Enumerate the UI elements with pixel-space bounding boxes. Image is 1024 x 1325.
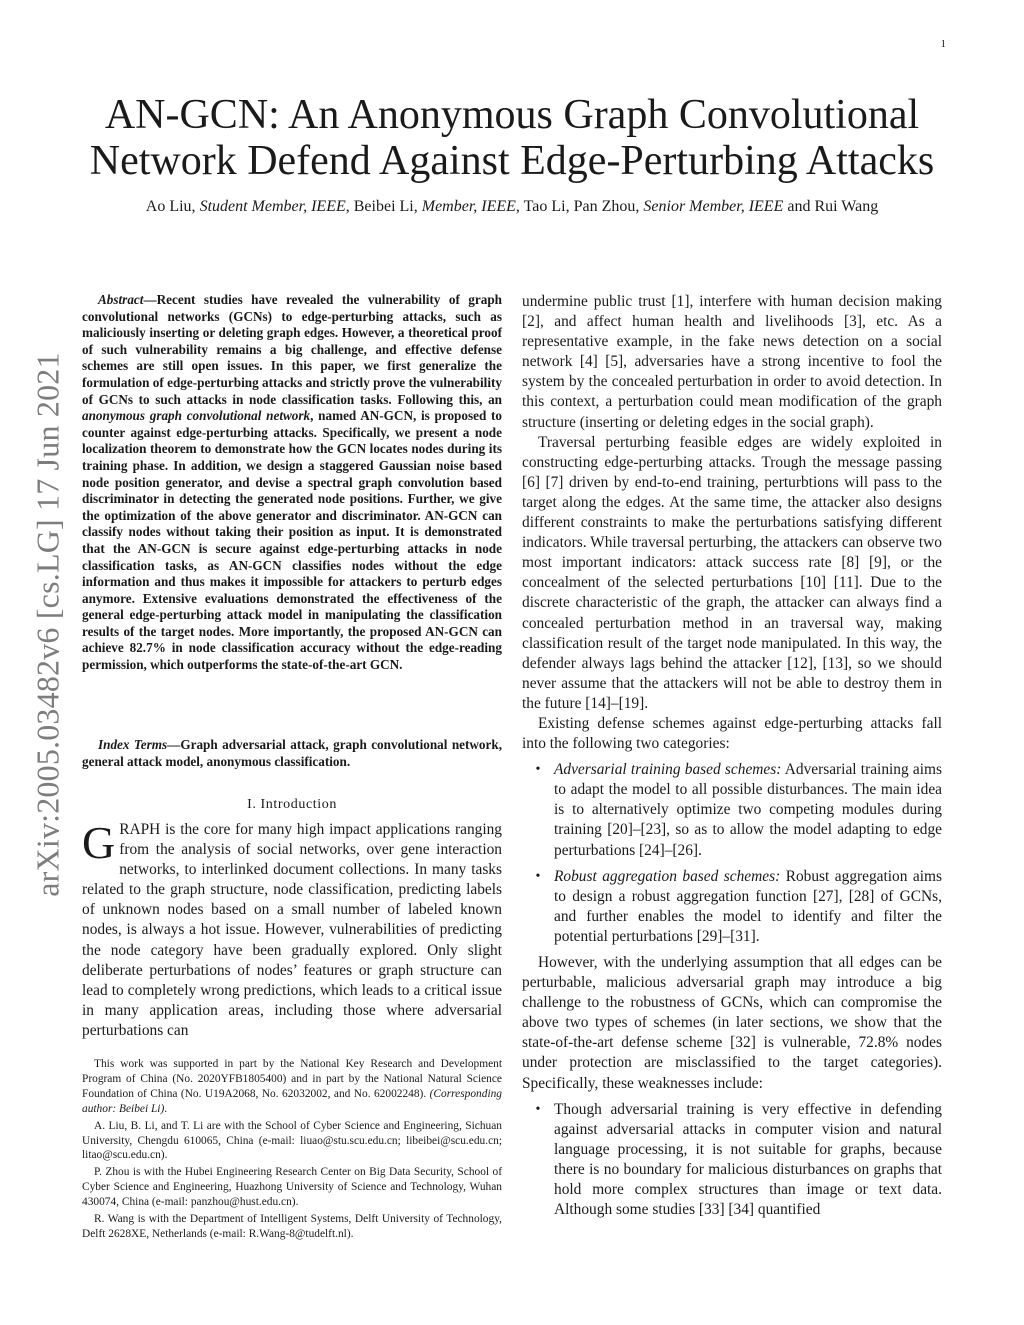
- bullet-lead: Robust aggregation based schemes:: [554, 867, 781, 885]
- footnotes: [82, 1057, 502, 1244]
- footnote-affiliation-scu: A. Liu, B. Li, and T. Li are with the School of Cyber Science and Engineering, Sichuan University, Chengdu 610065, China (e-mail: liuao@stu.scu.edu.cn; libeibei@scu.edu.cn; litao@scu.edu.cn).: [82, 1119, 502, 1162]
- bullet-item: [522, 1100, 942, 1221]
- bullet-body: Adversarial training aims to adapt the model to all possible disturbances. The main idea is to alternatively optimize two competing modules during training [20]–[23], so as to allow the model adapting to edge perturbations [24]–[26].: [554, 761, 942, 859]
- author-separator: ,: [515, 198, 524, 215]
- footnote-affiliation-hust: P. Zhou is with the Hubei Engineering Research Center on Big Data Security, School of Cyber Science and Engineering, Huazhong University of Science and Technology, Wuhan 430074, China (e-mail: panzhou@hust.edu.cn).: [82, 1166, 502, 1209]
- section-heading-introduction: I. Introduction: [247, 797, 337, 812]
- paragraph: Existing defense schemes against edge-perturbing attacks fall into the following two categories:: [522, 714, 942, 753]
- intro-paragraph: [82, 817, 502, 1041]
- abstract-body-part-1: Recent studies have revealed the vulnerability of graph convolutional networks (GCNs) to edge-perturbing attacks, such as maliciously inserting or deleting graph edges. However, a theoretical proof of such vulnerability remains a big challenge, and effective defense schemes are still open issues. In this paper, we first generalize the formulation of edge-perturbing attacks and strictly prove the vulnerability of GCNs to such attacks in node classification tasks. Following this, an: [82, 292, 502, 407]
- author-separator: and Rui Wang: [783, 198, 879, 215]
- author-role: Student Member, IEEE: [199, 198, 346, 215]
- arxiv-side-label: arXiv:2005.03482v6 [cs.LG] 17 Jun 2021: [29, 352, 66, 897]
- author-name: Tao Li, Pan Zhou,: [523, 198, 644, 215]
- paper-title: [0, 92, 1024, 184]
- corresponding-author: (Corresponding author: Beibei Li): [82, 1087, 502, 1115]
- introduction-text: [82, 817, 502, 1041]
- title-line-1: AN-GCN: An Anonymous Graph Convolutional: [104, 92, 920, 138]
- abstract-italic-term: anonymous graph convolutional network: [82, 408, 311, 424]
- intro-body: RAPH is the core for many high impact applications ranging from the analysis of social networks, over gene interaction networks, to interlinked document collections. In many tasks related to the graph structure, node classification, predicting labels of unknown nodes based on a small number of labeled known nodes, is always a hot issue. However, vulnerabilities of predicting the node category have been gradually explored. Only slight deliberate perturbations of nodes’ features or graph structure can lead to completely wrong predictions, which leads to a critical issue in many application areas, including those where adversarial perturbations can: [82, 821, 502, 1039]
- abstract-label: Abstract: [98, 292, 144, 307]
- bullet-marker: •: [535, 868, 541, 884]
- index-terms-dash: —: [167, 737, 181, 752]
- bullet-text: Though adversarial training is very effective in defending against adversarial attacks in computer vision and natural language processing, it is not suitable for graphs, because there is no boundary for malicious disturbances on graphs that hold more complex structures than image or text data. Although some studies [33] [34] quantified: [554, 1100, 942, 1219]
- right-column: [522, 292, 942, 1226]
- paragraph: However, with the underlying assumption that all edges can be perturbable, malicious adversarial graph may introduce a big challenge to the robustness of GCNs, which can compromise the above two types of schemes (in later sections, we show that the state-of-the-art defense scheme [32] is vulnerable, 72.8% nodes under protection are misclassified to the target categories). Specifically, these weaknesses include:: [522, 954, 942, 1092]
- bullet-lead: Adversarial training based schemes:: [554, 761, 782, 779]
- bullet-text: [554, 867, 942, 947]
- abstract-paragraph: [82, 292, 502, 674]
- author-separator: ,: [345, 198, 354, 215]
- author-name: Ao Liu,: [145, 198, 200, 215]
- funding-text: This work was supported in part by the National Key Research and Development Program of China (No. 2020YFB1805400) and in part by the National Natural Science Foundation of China (No. U19A2068, No. 62032002, and No. 62002248).: [82, 1058, 502, 1100]
- abstract: [82, 292, 502, 674]
- footnote-affiliation-delft: R. Wang is with the Department of Intelligent Systems, Delft University of Technology, Delft 2628XE, Netherlands (e-mail: R.Wang-8@tudelft.nl).: [82, 1213, 502, 1240]
- drop-cap: G: [82, 817, 116, 868]
- bullet-marker: •: [535, 762, 541, 778]
- author-role: Member, IEEE: [421, 198, 516, 215]
- funding-period: .: [164, 1102, 168, 1115]
- index-terms: [82, 737, 502, 770]
- bullet-body: Robust aggregation aims to design a robust aggregation function [27], [28] of GCNs, and further enables the model to identify and filter the potential perturbations [29]–[31].: [554, 867, 942, 945]
- paragraph: undermine public trust [1], interfere with human decision making [2], and affect human health and livelihoods [3], etc. As a representative example, in the fake news detection on a social network [4] [5], adversaries have a strong incentive to fool the system by the concealed perturbation in order to avoid detection. In this context, a perturbation could mean modification of the graph structure (inserting or deleting edges in the social graph).: [522, 293, 942, 431]
- paragraph: Traversal perturbing feasible edges are widely exploited in constructing edge-perturbing attacks. Trough the message passing [6] [7] driven by end-to-end training, perturbtions will pass to the target along the edges. At the same time, the attacker also designs different constraints to make the perturbations satisfying different indicators. While traversal perturbing, the attackers can observe two most important indicators: attack success rate [8] [9], or the concealment of the selected perturbations [10] [11]. Due to the discrete characteristic of the graph, the attacker can always find a concealed perturbation method in an traversal way, making classification result of the target node manipulated. In this way, the defender always lags behind the attacker [12], [13], so we should never assume that the attackers will not be able to destroy them in the future [14]–[19].: [522, 433, 942, 712]
- bullet-item: [522, 867, 942, 947]
- author-role: Senior Member, IEEE: [643, 198, 784, 215]
- index-terms-body: Graph adversarial attack, graph convolutional network, general attack model, anonymous classification.: [82, 737, 503, 769]
- author-line: [0, 198, 1024, 216]
- abstract-dash: —: [143, 292, 157, 307]
- bullet-marker: •: [535, 1101, 541, 1117]
- author-name: Beibei Li,: [353, 198, 422, 215]
- page-number: 1: [940, 38, 946, 50]
- abstract-body-part-2: , named AN-GCN, is proposed to counter against edge-perturbing attacks. Specifically, we present a node localization theorem to demonstrate how the GCN locates nodes during its training phase. In addition, we design a staggered Gaussian noise based node position generator, and devise a spectral graph convolution based discriminator in detecting the generated node positions. Further, we give the optimization of the above generator and discriminator. AN-GCN can classify nodes without taking their position as input. It is demonstrated that the AN-GCN is secure against edge-perturbing attacks in node classification tasks, as AN-GCN classifies nodes without the edge information and thus makes it impossible for attackers to perturb edges anymore. Extensive evaluations demonstrated the effectiveness of the general edge-perturbing attack model in manipulating the classification results of the target nodes. More importantly, the proposed AN-GCN can achieve 82.7% in node classification accuracy without the edge-reading permission, which outperforms the state-of-the-art GCN.: [82, 408, 502, 673]
- title-line-2: Network Defend Against Edge-Perturbing Attacks: [89, 138, 935, 184]
- bullet-text: [554, 760, 942, 860]
- index-terms-label: Index Terms: [98, 737, 168, 752]
- bullet-item: [522, 760, 942, 860]
- footnote-funding: [82, 1057, 502, 1117]
